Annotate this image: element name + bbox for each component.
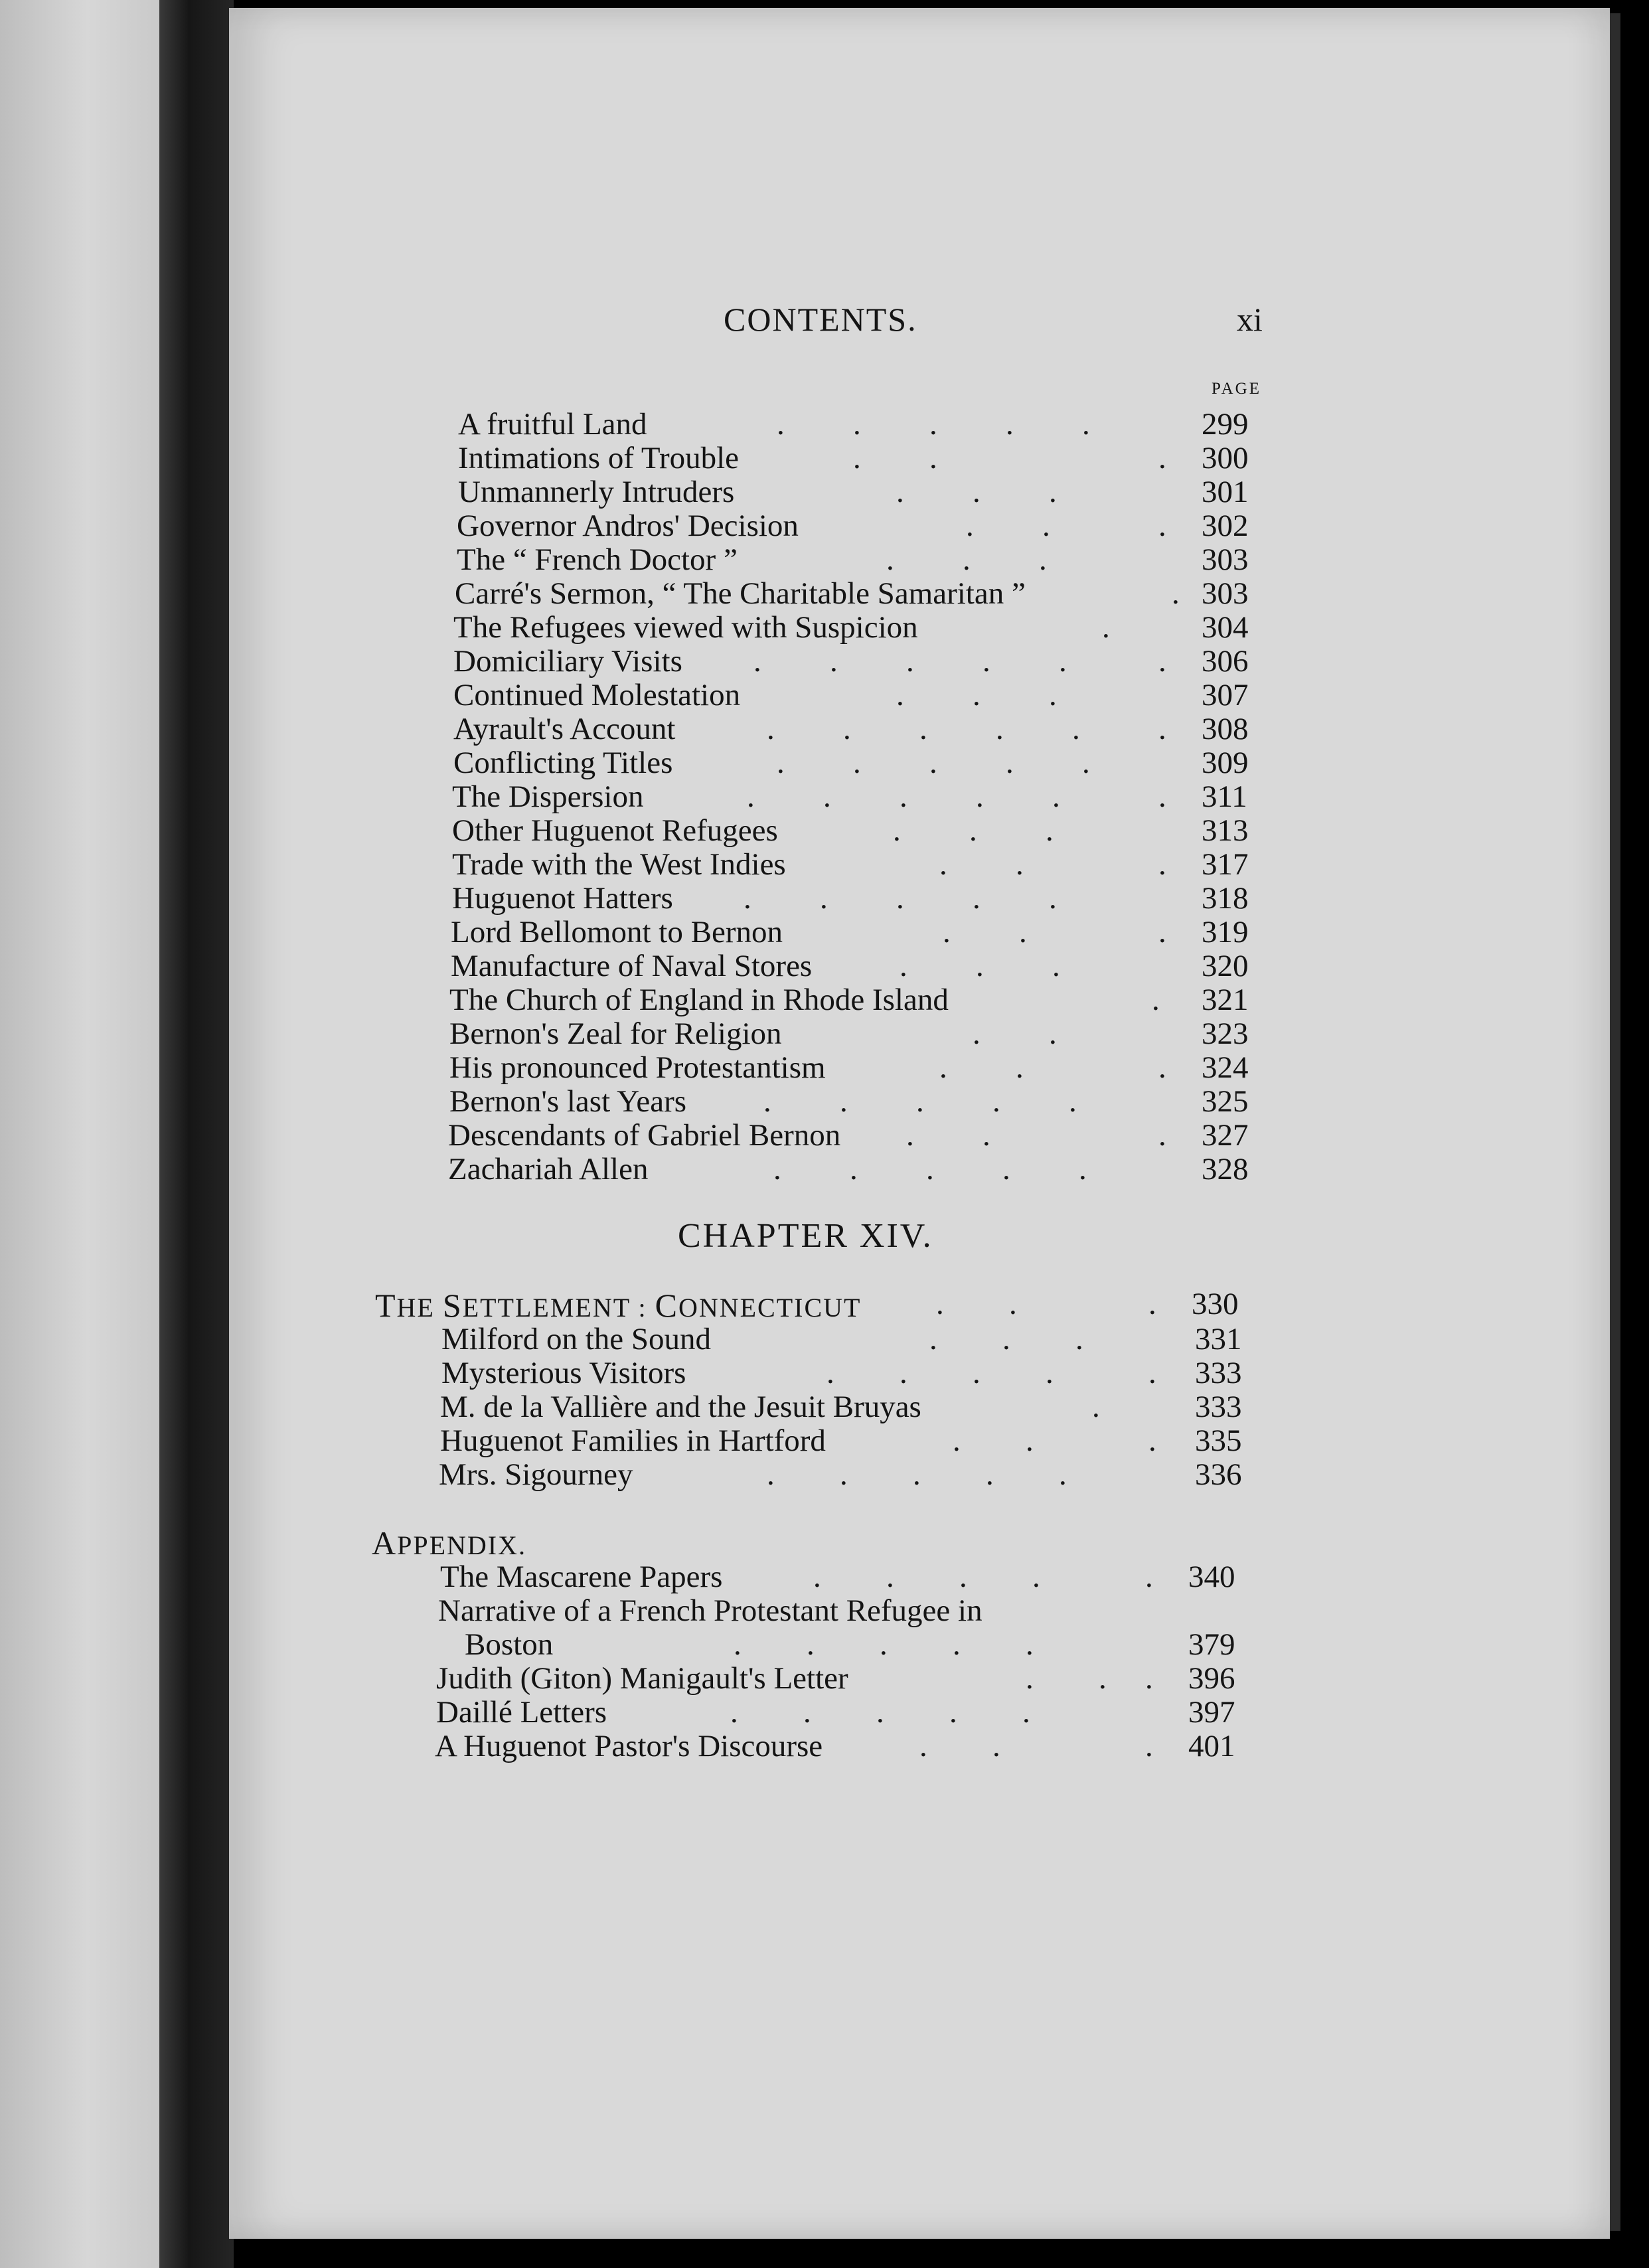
leader-dot: . <box>1099 1661 1107 1696</box>
leader-dot: . <box>976 779 984 814</box>
leader-dot: . <box>906 1118 914 1153</box>
leader-dot: . <box>1042 509 1050 543</box>
leader-dot: . <box>843 712 851 746</box>
section-page-row <box>229 1286 1610 1320</box>
leader-dot: . <box>949 1695 957 1730</box>
leader-dot: . <box>1052 949 1060 983</box>
leader-dot: . <box>1158 847 1166 882</box>
toc-entry[interactable] <box>229 609 1610 643</box>
toc-entry[interactable] <box>229 576 1610 609</box>
leader-dot: . <box>973 678 981 712</box>
entry-title: The “ French Doctor ” <box>457 542 738 577</box>
leader-dot: . <box>853 746 861 780</box>
entry-title: Other Huguenot Refugees <box>452 813 778 848</box>
leader-dot: . <box>1046 1356 1054 1390</box>
leader-dot: . <box>900 1356 907 1390</box>
entry-page: 304 <box>1202 610 1249 645</box>
leader-dot: . <box>1059 1457 1067 1492</box>
entry-page: 335 <box>1195 1423 1242 1458</box>
leader-dot: . <box>929 1322 937 1356</box>
toc-entry[interactable] <box>229 982 1610 1016</box>
leader-dot: . <box>853 407 861 442</box>
page-edge <box>1610 13 1620 2231</box>
toc-entry[interactable] <box>229 440 1610 474</box>
contents-page <box>229 8 1610 2239</box>
leader-dot: . <box>939 1050 947 1085</box>
entry-page: 327 <box>1202 1118 1249 1153</box>
entry-title: The Dispersion <box>452 779 644 814</box>
page-number: xi <box>1237 301 1263 338</box>
entry-title: Unmannerly Intruders <box>458 475 735 509</box>
leader-dot: . <box>850 1152 858 1186</box>
leader-dot: . <box>973 1016 981 1051</box>
leader-dot: . <box>913 1457 921 1492</box>
leader-dot: . <box>976 949 984 983</box>
leader-dot: . <box>744 881 751 916</box>
entry-page: 319 <box>1202 915 1249 949</box>
toc-entry[interactable] <box>229 1117 1610 1151</box>
entry-page: 330 <box>1192 1287 1239 1321</box>
entry-title: The Church of England in Rhode Island <box>449 983 949 1017</box>
entry-page: 308 <box>1202 712 1249 746</box>
entry-title: A fruitful Land <box>458 407 647 442</box>
leader-dot: . <box>1016 1050 1024 1085</box>
leader-dot: . <box>1102 610 1110 645</box>
leader-dot: . <box>919 712 927 746</box>
toc-entry[interactable] <box>229 711 1610 745</box>
entry-page: 299 <box>1202 407 1249 442</box>
leader-dot: . <box>969 813 977 848</box>
entry-title: Milford on the Sound <box>441 1322 712 1356</box>
leader-dot: . <box>1145 1729 1153 1763</box>
toc-entry[interactable] <box>229 1559 1610 1593</box>
leader-dot: . <box>880 1627 888 1662</box>
entry-title: Daillé Letters <box>436 1695 607 1730</box>
book-gutter <box>159 0 234 2268</box>
toc-entry[interactable] <box>229 914 1610 948</box>
leader-dot: . <box>763 1084 771 1119</box>
leader-dot: . <box>830 644 838 679</box>
leader-dot: . <box>1069 1084 1077 1119</box>
entry-title: The Refugees viewed with Suspicion <box>453 610 918 645</box>
leader-dot: . <box>929 441 937 475</box>
entry-page: 320 <box>1202 949 1249 983</box>
page-header <box>229 300 1610 347</box>
toc-entry[interactable] <box>229 1355 1610 1389</box>
entry-page: 340 <box>1188 1560 1235 1594</box>
toc-entry[interactable] <box>229 1151 1610 1185</box>
leader-dot: . <box>1158 1050 1166 1085</box>
leader-dot: . <box>1026 1627 1034 1662</box>
leader-dot: . <box>896 475 904 509</box>
toc-entry[interactable] <box>229 745 1610 779</box>
leader-dot: . <box>1002 1152 1010 1186</box>
entry-title: Ayrault's Account <box>453 712 676 746</box>
entry-title: Conflicting Titles <box>453 746 673 780</box>
leader-dot: . <box>1072 712 1080 746</box>
leader-dot: . <box>1158 1118 1166 1153</box>
toc-entry[interactable] <box>229 880 1610 914</box>
leader-dot: . <box>777 746 785 780</box>
entry-page: 313 <box>1202 813 1249 848</box>
leader-dot: . <box>820 881 828 916</box>
entry-page: 318 <box>1202 881 1249 916</box>
entry-page: 303 <box>1202 542 1249 577</box>
leader-dot: . <box>1082 407 1090 442</box>
section-title: THE SETTLEMENT : CONNECTICUT <box>375 1287 862 1324</box>
entry-title: The Mascarene Papers <box>440 1560 723 1594</box>
entry-title: Continued Molestation <box>453 678 741 712</box>
entry-page: 324 <box>1202 1050 1249 1085</box>
leader-dot: . <box>919 1729 927 1763</box>
leader-dot: . <box>1026 1661 1034 1696</box>
entry-title: Mrs. Sigourney <box>439 1457 633 1492</box>
appendix-entries <box>229 1559 1610 1762</box>
leader-dot: . <box>813 1560 821 1594</box>
leader-dot: . <box>1052 779 1060 814</box>
entry-title: M. de la Vallière and the Jesuit Bruyas <box>440 1390 921 1424</box>
leader-dot: . <box>953 1423 961 1458</box>
entry-page: 301 <box>1202 475 1249 509</box>
entry-page: 302 <box>1202 509 1249 543</box>
entry-page: 333 <box>1195 1390 1242 1424</box>
leader-dot: . <box>1049 1016 1057 1051</box>
toc-entry[interactable] <box>229 406 1610 440</box>
leader-dot: . <box>1158 712 1166 746</box>
entry-page: 397 <box>1188 1695 1235 1730</box>
leader-dot: . <box>963 542 971 577</box>
leader-dot: . <box>1158 644 1166 679</box>
leader-dot: . <box>973 475 981 509</box>
toc-entry[interactable] <box>229 1627 1610 1660</box>
contents-list <box>229 406 1610 1185</box>
entry-page: 333 <box>1195 1356 1242 1390</box>
entry-title: Boston <box>465 1627 554 1662</box>
leader-dot: . <box>840 1457 848 1492</box>
entry-title: Carré's Sermon, “ The Charitable Samaritan ” <box>455 576 1026 611</box>
entry-page: 323 <box>1202 1016 1249 1051</box>
entry-title: Domiciliary Visits <box>453 644 682 679</box>
leader-dot: . <box>853 441 861 475</box>
entry-title: Huguenot Families in Hartford <box>440 1423 826 1458</box>
entry-title: Manufacture of Naval Stores <box>451 949 813 983</box>
leader-dot: . <box>1032 1560 1040 1594</box>
entry-title: Lord Bellomont to Bernon <box>451 915 783 949</box>
leader-dot: . <box>966 509 974 543</box>
leader-dot: . <box>1092 1390 1100 1424</box>
leader-dot: . <box>767 712 775 746</box>
toc-entry[interactable] <box>229 948 1610 982</box>
entry-page: 321 <box>1202 983 1249 1017</box>
leader-dot: . <box>1039 542 1047 577</box>
toc-entry[interactable] <box>229 1016 1610 1050</box>
leader-dot: . <box>982 1118 990 1153</box>
toc-entry[interactable] <box>229 1084 1610 1117</box>
leader-dot: . <box>826 1356 834 1390</box>
toc-entry[interactable] <box>229 677 1610 711</box>
leader-dot: . <box>1079 1152 1087 1186</box>
leader-dot: . <box>1002 1322 1010 1356</box>
leader-dot: . <box>1148 1423 1156 1458</box>
leader-dot: . <box>973 1356 981 1390</box>
leader-dot: . <box>992 1729 1000 1763</box>
leader-dot: . <box>936 1287 944 1321</box>
entry-title: Intimations of Trouble <box>458 441 740 475</box>
leader-dot: . <box>747 779 755 814</box>
leader-dot: . <box>1059 644 1067 679</box>
leader-dot: . <box>1016 847 1024 882</box>
entry-page: 336 <box>1195 1457 1242 1492</box>
toc-entry[interactable] <box>229 474 1610 508</box>
leader-dot: . <box>1075 1322 1083 1356</box>
entry-title: Trade with the West Indies <box>452 847 786 882</box>
leader-dot: . <box>953 1627 961 1662</box>
leader-dot: . <box>1049 678 1057 712</box>
leader-dot: . <box>1148 1287 1156 1321</box>
toc-entry[interactable] <box>229 1593 1610 1627</box>
toc-entry[interactable] <box>229 813 1610 847</box>
leader-dot: . <box>753 644 761 679</box>
facing-page <box>0 0 159 2268</box>
entry-page: 307 <box>1202 678 1249 712</box>
leader-dot: . <box>1006 407 1014 442</box>
entry-page: 309 <box>1202 746 1249 780</box>
toc-entry[interactable] <box>229 508 1610 542</box>
toc-entry[interactable] <box>229 643 1610 677</box>
leader-dot: . <box>900 949 907 983</box>
leader-dot: . <box>996 712 1004 746</box>
leader-dot: . <box>730 1695 738 1730</box>
entry-page: 303 <box>1202 576 1249 611</box>
leader-dot: . <box>1158 915 1166 949</box>
entry-page: 317 <box>1202 847 1249 882</box>
leader-dot: . <box>1009 1287 1017 1321</box>
leader-dot: . <box>1158 509 1166 543</box>
toc-entry[interactable] <box>229 1389 1610 1423</box>
leader-dot: . <box>900 779 907 814</box>
entry-title: Governor Andros' Decision <box>457 509 799 543</box>
leader-dot: . <box>959 1560 967 1594</box>
entry-title: His pronounced Protestantism <box>449 1050 826 1085</box>
leader-dot: . <box>929 407 937 442</box>
leader-dot: . <box>939 847 947 882</box>
toc-entry[interactable] <box>229 847 1610 880</box>
leader-dot: . <box>734 1627 742 1662</box>
leader-dot: . <box>1148 1356 1156 1390</box>
leader-dot: . <box>982 644 990 679</box>
leader-dot: . <box>916 1084 924 1119</box>
leader-dot: . <box>1019 915 1027 949</box>
entry-title: Descendants of Gabriel Bernon <box>448 1118 841 1153</box>
entry-page: 311 <box>1202 779 1247 814</box>
entry-page: 328 <box>1202 1152 1249 1186</box>
leader-dot: . <box>823 779 831 814</box>
chapter-entries <box>229 1321 1610 1491</box>
leader-dot: . <box>777 407 785 442</box>
toc-entry[interactable] <box>229 1694 1610 1728</box>
chapter-heading: CHAPTER XIV. <box>678 1217 933 1255</box>
leader-dot: . <box>1158 779 1166 814</box>
leader-dot: . <box>973 881 981 916</box>
leader-dot: . <box>1022 1695 1030 1730</box>
leader-dot: . <box>1158 441 1166 475</box>
leader-dot: . <box>773 1152 781 1186</box>
entry-title: Bernon's last Years <box>449 1084 687 1119</box>
leader-dot: . <box>807 1627 815 1662</box>
entry-page: 300 <box>1202 441 1249 475</box>
leader-dot: . <box>1006 746 1014 780</box>
appendix-title: APPENDIX. <box>372 1524 527 1562</box>
toc-entry[interactable] <box>229 1728 1610 1762</box>
leader-dot: . <box>896 678 904 712</box>
entry-title: Narrative of a French Protestant Refugee in <box>438 1593 982 1628</box>
toc-entry[interactable] <box>229 1457 1610 1491</box>
leader-dot: . <box>1049 475 1057 509</box>
leader-dot: . <box>943 915 951 949</box>
leader-dot: . <box>1145 1560 1153 1594</box>
entry-page: 306 <box>1202 644 1249 679</box>
entry-title: Zachariah Allen <box>448 1152 649 1186</box>
leader-dot: . <box>1082 746 1090 780</box>
leader-dot: . <box>992 1084 1000 1119</box>
leader-dot: . <box>893 813 901 848</box>
entry-title: Mysterious Visitors <box>441 1356 686 1390</box>
leader-dot: . <box>1172 576 1180 611</box>
leader-dot: . <box>1046 813 1054 848</box>
toc-entry[interactable] <box>229 542 1610 576</box>
entry-page: 396 <box>1188 1661 1235 1696</box>
leader-dot: . <box>929 746 937 780</box>
entry-title: Judith (Giton) Manigault's Letter <box>436 1661 848 1696</box>
toc-entry[interactable] <box>229 1660 1610 1694</box>
leader-dot: . <box>840 1084 848 1119</box>
appendix-heading <box>372 1524 526 1562</box>
entry-page: 325 <box>1202 1084 1249 1119</box>
entry-page: 379 <box>1188 1627 1235 1662</box>
leader-dot: . <box>906 644 914 679</box>
leader-dot: . <box>886 1560 894 1594</box>
entry-title: Bernon's Zeal for Religion <box>449 1016 782 1051</box>
leader-dot: . <box>1026 1423 1034 1458</box>
page-column-label: PAGE <box>1212 380 1261 398</box>
leader-dot: . <box>986 1457 994 1492</box>
entry-title: A Huguenot Pastor's Discourse <box>435 1729 823 1763</box>
running-head: CONTENTS. <box>724 301 917 338</box>
leader-dot: . <box>926 1152 934 1186</box>
leader-dot: . <box>1145 1661 1153 1696</box>
entry-page: 331 <box>1195 1322 1242 1356</box>
toc-entry[interactable] <box>229 1321 1610 1355</box>
entry-page: 401 <box>1188 1729 1235 1763</box>
leader-dot: . <box>803 1695 811 1730</box>
leader-dot: . <box>876 1695 884 1730</box>
leader-dot: . <box>1152 983 1160 1017</box>
leader-dot: . <box>886 542 894 577</box>
leader-dot: . <box>1049 881 1057 916</box>
toc-entry[interactable] <box>229 1423 1610 1457</box>
toc-entry[interactable] <box>229 1050 1610 1084</box>
entry-title: Huguenot Hatters <box>452 881 673 916</box>
toc-entry[interactable] <box>229 779 1610 813</box>
leader-dot: . <box>767 1457 775 1492</box>
leader-dot: . <box>896 881 904 916</box>
